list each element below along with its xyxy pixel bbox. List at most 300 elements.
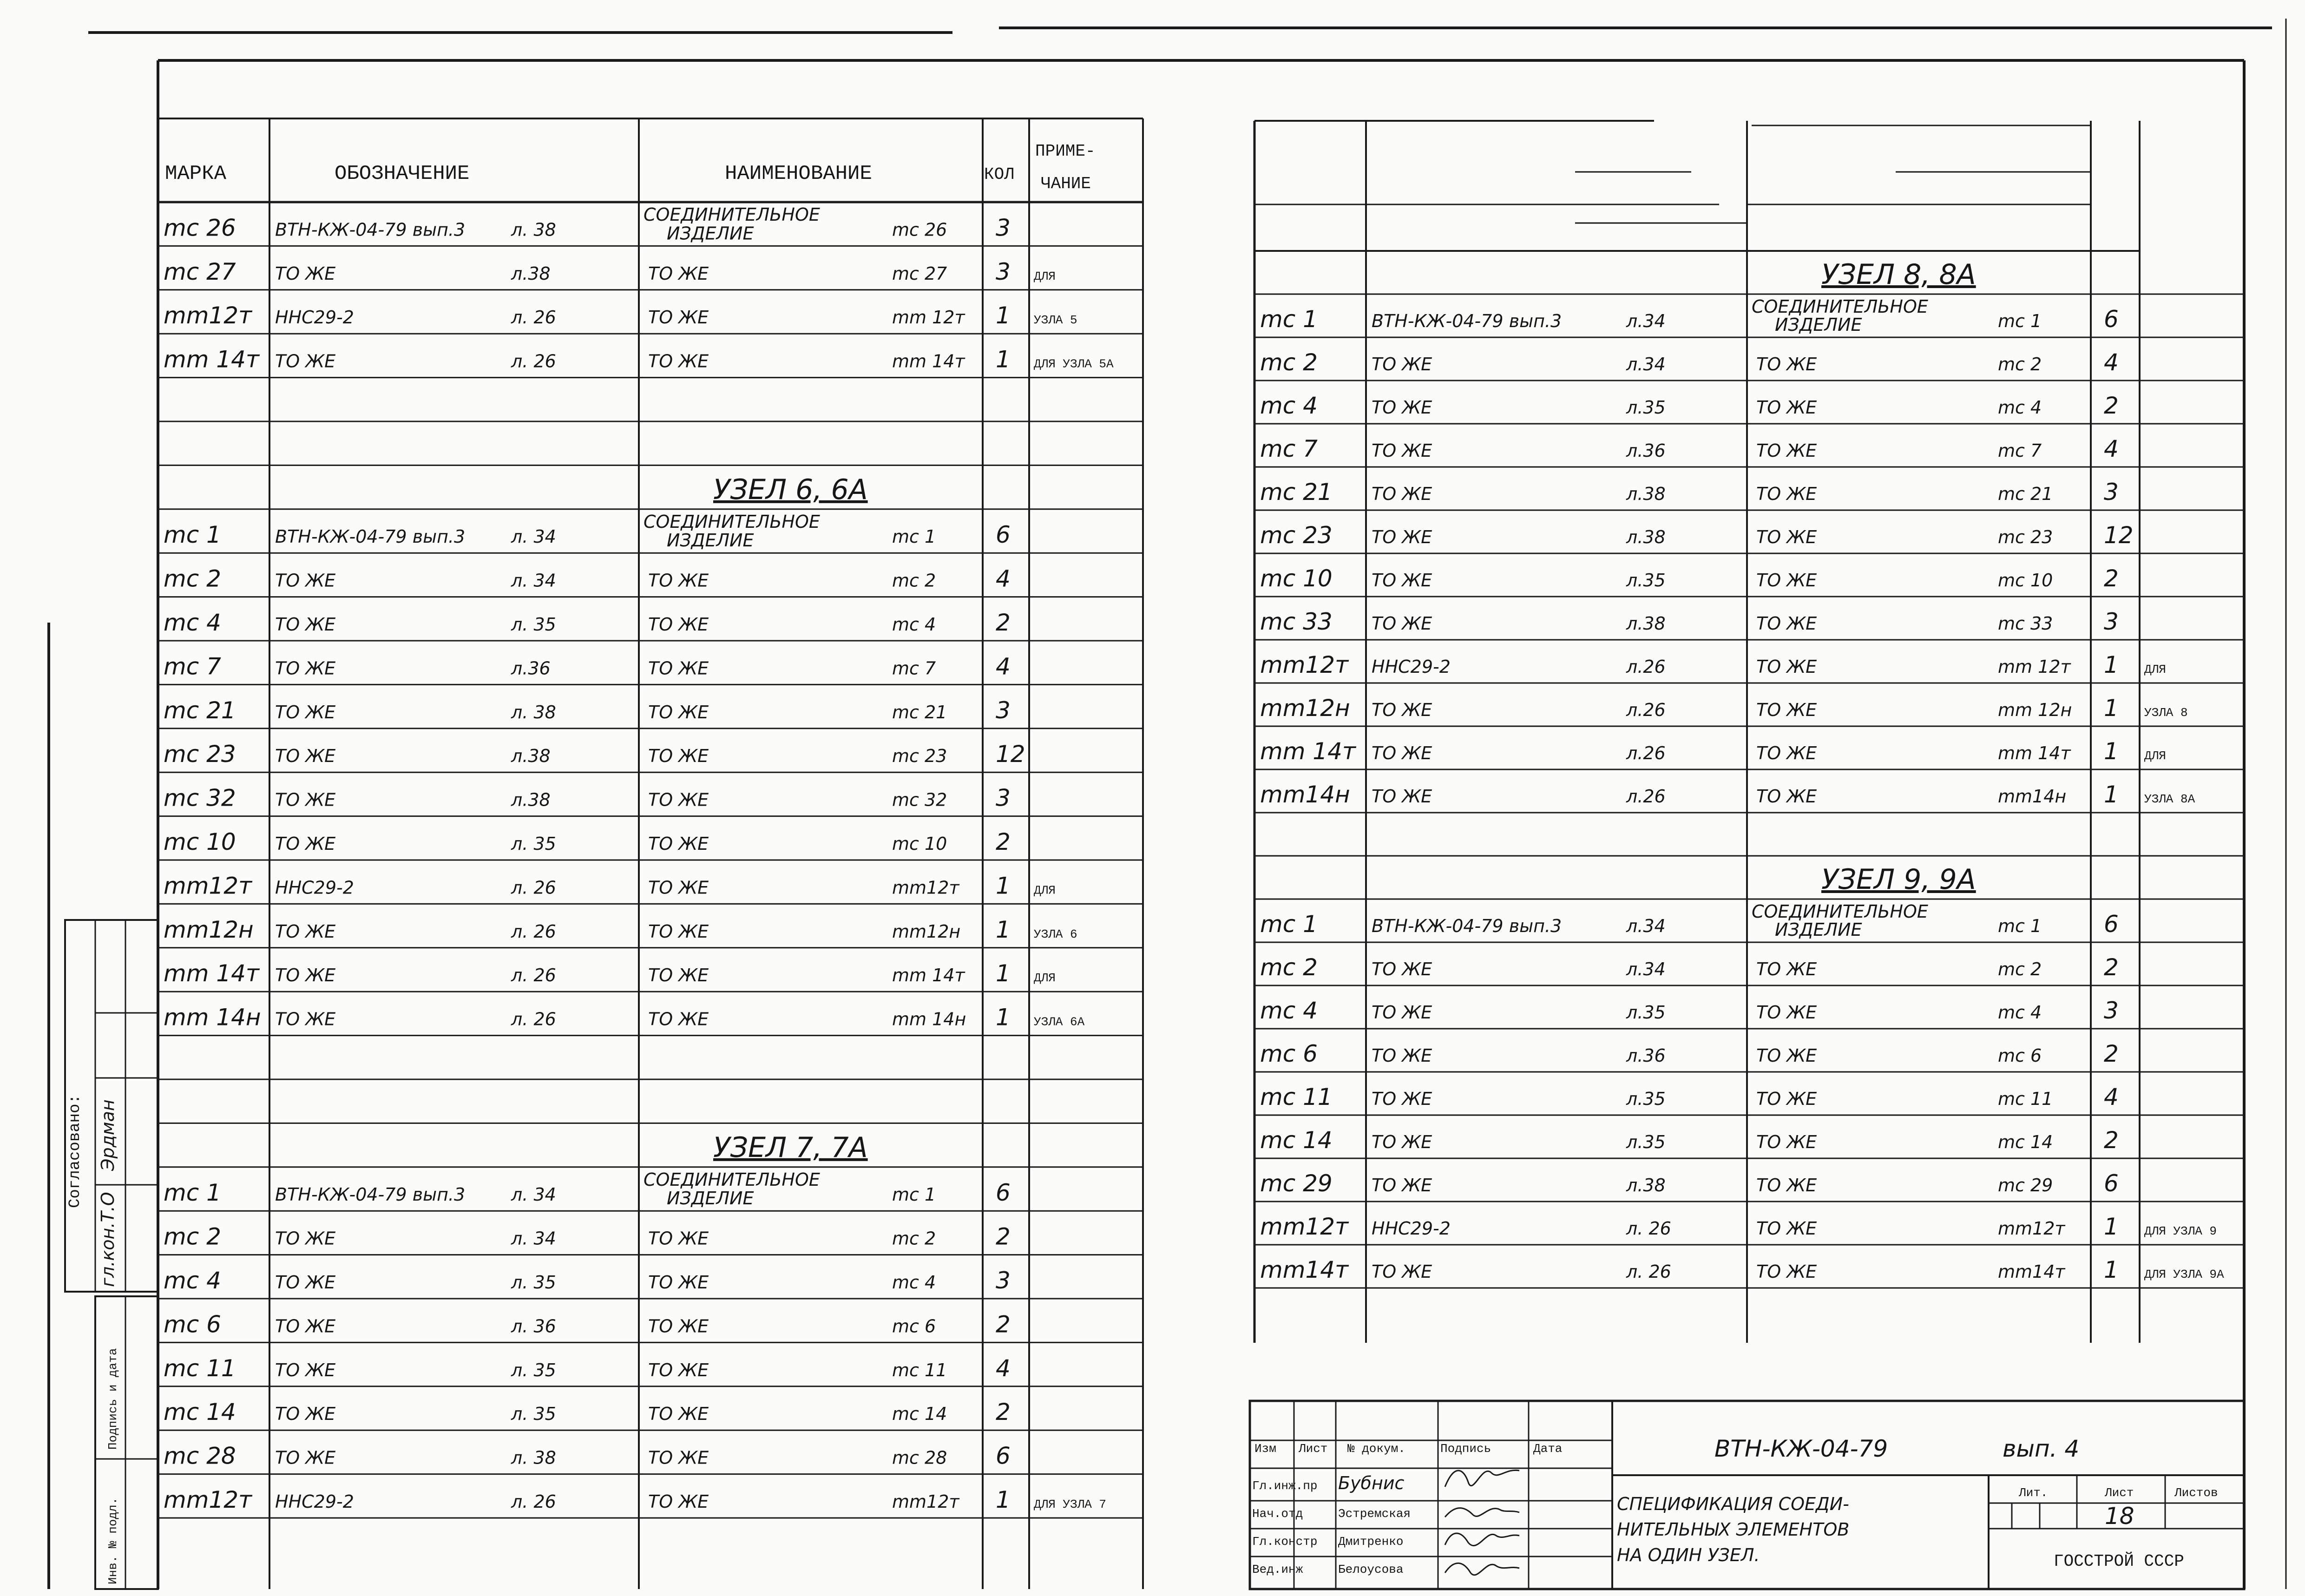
cell-qty: 12: [2104, 522, 2134, 549]
tb-col-sign: Подпись: [1440, 1442, 1491, 1456]
cell-mark: mc 10: [164, 828, 236, 855]
cell-name-mark: mc 7: [1998, 440, 2042, 461]
cell-name-2: ИЗДЕЛИЕ: [1775, 315, 1862, 335]
table-row: [158, 258, 1143, 290]
cell-sheet: л. 26: [511, 965, 556, 986]
header-designation: ОБОЗНАЧЕНИЕ: [335, 162, 470, 185]
cell-sheet: л.35: [1626, 397, 1666, 418]
stamp-inv: Инв. № подл.: [106, 1497, 120, 1584]
table-row: [1254, 392, 2244, 424]
cell-sheet: л.38: [511, 746, 551, 767]
cell-name: ТО ЖЕ: [1756, 397, 1817, 418]
tb-doc-code: ВТН-КЖ-04-79: [1714, 1435, 1888, 1462]
table-row: [158, 785, 1143, 816]
cell-name-mark: mm 14т: [892, 351, 965, 372]
cell-designation: ТО ЖЕ: [1372, 1175, 1432, 1195]
cell-note: ДЛЯ УЗЛА 5А: [1034, 357, 1114, 371]
tb-col-doc: № докум.: [1347, 1442, 1405, 1456]
cell-name-mark: mm14н: [1998, 786, 2067, 807]
cell-sheet: л.38: [1626, 1175, 1666, 1195]
cell-name-mark: mc 32: [892, 789, 947, 810]
cell-sheet: л. 26: [511, 351, 556, 372]
cell-designation: ТО ЖЕ: [1372, 354, 1432, 374]
cell-qty: 3: [996, 784, 1011, 812]
cell-name: ТО ЖЕ: [648, 1491, 709, 1512]
cell-name-mark: mc 21: [1998, 484, 2053, 504]
cell-name-mark: mc 11: [892, 1360, 947, 1380]
tb-role-3: Гл.констр: [1252, 1535, 1318, 1549]
cell-note: ДЛЯ УЗЛА 9А: [2144, 1268, 2224, 1281]
cell-designation: ВТН-КЖ-04-79 вып.3: [1372, 311, 1562, 331]
node-title: УЗЕЛ 9, 9А: [1821, 863, 1976, 896]
tb-sheet-no: 18: [2105, 1503, 2134, 1530]
cell-name-mark: mc 10: [892, 834, 947, 854]
table-row: [158, 828, 1143, 860]
cell-mark: mc 29: [1260, 1170, 1333, 1197]
cell-mark: mm 14т: [164, 960, 260, 987]
cell-designation: ТО ЖЕ: [275, 1228, 336, 1249]
tb-issue: вып. 4: [2003, 1435, 2080, 1462]
tb-col-izm: Изм: [1254, 1442, 1276, 1456]
cell-mark: mc 7: [1260, 435, 1318, 462]
cell-sheet: л.35: [1626, 1132, 1666, 1152]
table-row: [158, 653, 1143, 684]
cell-mark: mc 4: [164, 1267, 221, 1294]
cell-note: УЗЛА 8: [2144, 706, 2188, 720]
cell-qty: 1: [996, 1004, 1011, 1031]
stamp-sign-date: Подпись и дата: [106, 1348, 120, 1450]
table-row: [1254, 1040, 2244, 1072]
cell-qty: 6: [996, 1442, 1011, 1470]
cell-name-mark: mc 1: [892, 1184, 936, 1205]
cell-qty: 1: [996, 872, 1011, 900]
cell-name: ТО ЖЕ: [1756, 1045, 1817, 1066]
cell-designation: ННС29-2: [275, 1491, 354, 1512]
cell-name-mark: mc 4: [1998, 1002, 2042, 1023]
cell-name-mark: mc 1: [892, 526, 936, 547]
cell-name: ТО ЖЕ: [648, 746, 709, 767]
cell-sheet: л.35: [1626, 570, 1666, 591]
tb-role-2: Нач.отд: [1252, 1507, 1303, 1521]
table-row: [1254, 901, 2244, 942]
cell-name: ТО ЖЕ: [648, 658, 709, 679]
cell-sheet: л.38: [1626, 527, 1666, 547]
cell-designation: ВТН-КЖ-04-79 вып.3: [275, 219, 466, 240]
cell-qty: 1: [996, 302, 1011, 329]
table-row: [1254, 863, 2244, 899]
cell-sheet: л. 36: [511, 1316, 556, 1337]
cell-qty: 3: [2104, 608, 2119, 635]
cell-qty: 1: [2104, 651, 2119, 678]
cell-designation: ТО ЖЕ: [275, 746, 336, 767]
cell-designation: ТО ЖЕ: [1372, 613, 1432, 634]
cell-sheet: л.26: [1626, 657, 1666, 677]
cell-qty: 3: [996, 1267, 1011, 1294]
cell-name: СОЕДИНИТЕЛЬНОЕ: [1752, 901, 1928, 922]
cell-name: ТО ЖЕ: [1756, 527, 1817, 547]
cell-mark: mc 28: [164, 1442, 236, 1470]
cell-sheet: л.34: [1626, 354, 1666, 374]
cell-qty: 4: [996, 653, 1011, 680]
cell-qty: 2: [2104, 1127, 2119, 1154]
table-row: [1254, 258, 2244, 294]
table-row: [158, 916, 1143, 948]
signature-4: [1445, 1563, 1519, 1575]
title-block: [1250, 1401, 2244, 1589]
cell-name-mark: mm 12т: [892, 307, 965, 328]
table-row: [1254, 738, 2244, 769]
cell-mark: mc 26: [164, 214, 236, 242]
cell-qty: 3: [2104, 479, 2119, 506]
cell-name: ТО ЖЕ: [1756, 743, 1817, 763]
cell-qty: 1: [2104, 781, 2119, 808]
cell-note: ДЛЯ: [1034, 883, 1056, 898]
cell-name: ТО ЖЕ: [1756, 1175, 1817, 1195]
cell-name: ТО ЖЕ: [648, 834, 709, 854]
cell-mark: mc 2: [1260, 349, 1318, 376]
table-row: [158, 1267, 1143, 1299]
table-row: [1254, 695, 2244, 726]
cell-designation: ТО ЖЕ: [275, 921, 336, 942]
cell-qty: 1: [996, 1486, 1011, 1513]
cell-designation: ВТН-КЖ-04-79 вып.3: [275, 526, 466, 547]
cell-name: ТО ЖЕ: [1756, 1261, 1817, 1282]
table-row: [158, 1131, 1143, 1167]
cell-sheet: л.26: [1626, 786, 1666, 807]
table-row: [1254, 608, 2244, 640]
cell-qty: 2: [996, 609, 1011, 636]
cell-name: ТО ЖЕ: [1756, 1132, 1817, 1152]
cell-note: УЗЛА 6: [1034, 927, 1077, 941]
cell-qty: 4: [996, 565, 1011, 592]
cell-sheet: л.35: [1626, 1002, 1666, 1023]
cell-name: ТО ЖЕ: [1756, 484, 1817, 504]
table-row: [158, 872, 1143, 904]
cell-qty: 3: [2104, 997, 2119, 1024]
cell-sheet: л. 34: [511, 1184, 556, 1205]
tb-sheet-label: Лист: [2105, 1486, 2134, 1500]
table-row: [1254, 781, 2244, 813]
cell-name: ТО ЖЕ: [648, 1404, 709, 1425]
cell-mark: mc 32: [164, 784, 236, 812]
tb-sheets-label: Листов: [2174, 1486, 2218, 1500]
cell-name-mark: mc 23: [1998, 527, 2053, 547]
table-row: [1254, 565, 2244, 597]
cell-mark: mm14н: [1260, 781, 1350, 808]
cell-mark: mc 1: [1260, 306, 1318, 333]
cell-designation: ННС29-2: [275, 877, 354, 898]
cell-designation: ТО ЖЕ: [275, 1316, 336, 1337]
cell-sheet: л. 26: [511, 1491, 556, 1512]
cell-designation: ТО ЖЕ: [1372, 397, 1432, 418]
cell-name-mark: mm 14т: [892, 965, 965, 986]
table-row: [1254, 651, 2244, 683]
cell-name: ТО ЖЕ: [648, 263, 709, 284]
table-row: [158, 204, 1143, 246]
right-spec-table: [1254, 121, 2244, 1343]
cell-sheet: л. 38: [511, 702, 556, 722]
cell-name-mark: mc 4: [892, 614, 936, 635]
tb-org: ГОССТРОЙ СССР: [2054, 1552, 2184, 1571]
cell-designation: ТО ЖЕ: [275, 834, 336, 854]
table-row: [158, 960, 1143, 992]
cell-name: ТО ЖЕ: [1756, 440, 1817, 461]
table-row: [1254, 1084, 2244, 1115]
cell-designation: ННС29-2: [275, 307, 354, 328]
cell-note: ДЛЯ: [2144, 749, 2166, 763]
cell-qty: 3: [996, 258, 1011, 285]
table-row: [158, 1169, 1143, 1211]
cell-mark: mc 33: [1260, 608, 1333, 635]
table-row: [1254, 296, 2244, 337]
cell-name-mark: mc 23: [892, 746, 947, 767]
cell-mark: mc 7: [164, 653, 221, 680]
cell-qty: 2: [996, 1223, 1011, 1250]
cell-name-2: ИЗДЕЛИЕ: [1775, 920, 1862, 940]
cell-mark: mc 4: [1260, 997, 1318, 1024]
cell-name: ТО ЖЕ: [1756, 570, 1817, 591]
cell-mark: mc 6: [164, 1311, 221, 1338]
table-row: [158, 1004, 1143, 1036]
signature-2: [1445, 1508, 1519, 1517]
table-row: [1254, 954, 2244, 985]
cell-sheet: л.36: [511, 658, 551, 679]
cell-name-mark: mm12т: [892, 1491, 959, 1512]
cell-name: ТО ЖЕ: [648, 307, 709, 328]
cell-name: ТО ЖЕ: [648, 614, 709, 635]
table-row: [158, 609, 1143, 641]
cell-sheet: л. 26: [1626, 1218, 1671, 1239]
tb-person-1: Бубнис: [1338, 1473, 1405, 1493]
cell-name-mark: mm 12н: [1998, 700, 2072, 720]
cell-name-mark: mc 2: [892, 1228, 936, 1249]
cell-name: ТО ЖЕ: [1756, 657, 1817, 677]
cell-sheet: л. 35: [511, 1272, 556, 1293]
cell-designation: ТО ЖЕ: [275, 1009, 336, 1030]
cell-mark: mm12н: [1260, 695, 1350, 722]
cell-note: ДЛЯ УЗЛА 9: [2144, 1224, 2217, 1238]
cell-qty: 2: [2104, 954, 2119, 981]
cell-name-2: ИЗДЕЛИЕ: [667, 530, 754, 551]
table-row: [158, 1223, 1143, 1255]
cell-mark: mm 14т: [164, 346, 260, 373]
table-row: [158, 346, 1143, 378]
tb-title-3: НА ОДИН УЗЕЛ.: [1617, 1545, 1760, 1565]
cell-mark: mc 14: [1260, 1127, 1333, 1154]
cell-name-mark: mc 1: [1998, 311, 2042, 331]
cell-name-mark: mc 29: [1998, 1175, 2053, 1195]
cell-sheet: л.38: [511, 789, 551, 810]
left-rows: [158, 204, 1143, 1518]
cell-sheet: л.38: [1626, 613, 1666, 634]
cell-note: УЗЛА 8А: [2144, 792, 2195, 806]
table-row: [158, 565, 1143, 597]
cell-qty: 12: [996, 741, 1025, 768]
cell-qty: 1: [996, 916, 1011, 943]
cell-sheet: л. 26: [511, 307, 556, 328]
cell-mark: mm12н: [164, 916, 254, 943]
tb-role-1: Гл.инж.пр: [1252, 1479, 1318, 1493]
cell-designation: ТО ЖЕ: [1372, 743, 1432, 763]
cell-name: ТО ЖЕ: [648, 1009, 709, 1030]
cell-designation: ТО ЖЕ: [1372, 700, 1432, 720]
tb-col-list: Лист: [1299, 1442, 1328, 1456]
cell-name-mark: mm12н: [892, 921, 961, 942]
table-row: [158, 1311, 1143, 1342]
cell-qty: 3: [996, 214, 1011, 242]
cell-qty: 1: [996, 960, 1011, 987]
cell-name-2: ИЗДЕЛИЕ: [667, 223, 754, 244]
cell-qty: 1: [996, 346, 1011, 373]
cell-name: ТО ЖЕ: [1756, 613, 1817, 634]
cell-name-mark: mm12т: [892, 877, 959, 898]
cell-name: СОЕДИНИТЕЛЬНОЕ: [644, 511, 820, 532]
table-row: [1254, 1127, 2244, 1158]
cell-sheet: л.26: [1626, 743, 1666, 763]
cell-name: ТО ЖЕ: [648, 570, 709, 591]
cell-mark: mc 21: [164, 696, 236, 724]
cell-qty: 2: [2104, 392, 2119, 419]
cell-mark: mc 4: [164, 609, 221, 636]
stamp-name-1: Эрдман: [98, 1099, 118, 1171]
cell-qty: 1: [2104, 1256, 2119, 1283]
table-row: [1254, 435, 2244, 467]
cell-name-mark: mc 14: [892, 1404, 947, 1425]
cell-designation: ВТН-КЖ-04-79 вып.3: [275, 1184, 466, 1205]
cell-sheet: л.36: [1626, 440, 1666, 461]
cell-mark: mm14т: [1260, 1256, 1349, 1283]
cell-mark: mc 11: [164, 1354, 236, 1382]
cell-name: ТО ЖЕ: [1756, 700, 1817, 720]
cell-name: ТО ЖЕ: [1756, 1089, 1817, 1109]
cell-name-mark: mc 21: [892, 702, 947, 722]
cell-designation: ТО ЖЕ: [275, 658, 336, 679]
cell-mark: mm 14т: [1260, 738, 1356, 765]
tb-title-1: СПЕЦИФИКАЦИЯ СОЕДИ-: [1617, 1494, 1849, 1514]
cell-designation: ТО ЖЕ: [1372, 1089, 1432, 1109]
signature-1: [1445, 1470, 1519, 1487]
cell-designation: ТО ЖЕ: [1372, 440, 1432, 461]
cell-sheet: л. 35: [511, 834, 556, 854]
tb-title-2: НИТЕЛЬНЫХ ЭЛЕМЕНТОВ: [1617, 1519, 1850, 1540]
cell-qty: 2: [996, 828, 1011, 855]
cell-sheet: л.38: [511, 263, 551, 284]
stamp-name-2: гл.кон.Т.О: [98, 1192, 118, 1287]
table-row: [158, 697, 1143, 729]
cell-name-mark: mm12т: [1998, 1218, 2065, 1239]
cell-name: СОЕДИНИТЕЛЬНОЕ: [644, 1169, 820, 1190]
cell-name-mark: mm 14т: [1998, 743, 2071, 763]
cell-sheet: л. 35: [511, 1360, 556, 1380]
cell-mark: mc 23: [164, 741, 236, 768]
cell-qty: 4: [2104, 435, 2119, 462]
cell-designation: ТО ЖЕ: [275, 263, 336, 284]
cell-sheet: л.34: [1626, 916, 1666, 936]
cell-qty: 6: [2104, 911, 2119, 938]
cell-note: ДЛЯ УЗЛА 7: [1034, 1497, 1107, 1511]
cell-name-mark: mc 7: [892, 658, 936, 679]
cell-designation: ТО ЖЕ: [275, 1447, 336, 1468]
cell-note: ДЛЯ: [1034, 971, 1056, 985]
cell-qty: 4: [996, 1354, 1011, 1382]
cell-mark: mc 1: [1260, 911, 1318, 938]
cell-sheet: л.34: [1626, 311, 1666, 331]
cell-name-mark: mc 6: [1998, 1045, 2042, 1066]
cell-sheet: л. 34: [511, 1228, 556, 1249]
table-row: [1254, 1213, 2244, 1245]
cell-mark: mc 21: [1260, 479, 1333, 506]
cell-mark: mm12т: [164, 1486, 252, 1513]
cell-designation: ТО ЖЕ: [1372, 1261, 1432, 1282]
tb-person-2: Эстремская: [1338, 1507, 1411, 1521]
cell-name-mark: mc 4: [892, 1272, 936, 1293]
cell-qty: 6: [996, 1179, 1011, 1207]
tb-role-4: Вед.инж: [1252, 1563, 1303, 1576]
cell-designation: ТО ЖЕ: [275, 1272, 336, 1293]
cell-designation: ТО ЖЕ: [275, 614, 336, 635]
tb-person-4: Белоусова: [1338, 1563, 1404, 1576]
cell-name-mark: mc 2: [892, 570, 936, 591]
cell-mark: mc 14: [164, 1399, 236, 1426]
cell-name-mark: mc 6: [892, 1316, 936, 1337]
cell-name: ТО ЖЕ: [648, 1272, 709, 1293]
cell-mark: mc 1: [164, 1179, 221, 1207]
cell-designation: ТО ЖЕ: [1372, 1002, 1432, 1023]
cell-mark: mc 2: [164, 1223, 221, 1250]
cell-name: ТО ЖЕ: [648, 877, 709, 898]
cell-name: ТО ЖЕ: [648, 965, 709, 986]
cell-mark: mc 1: [164, 521, 221, 549]
table-row: [1254, 1170, 2244, 1202]
cell-sheet: л.26: [1626, 700, 1666, 720]
cell-name-mark: mc 2: [1998, 959, 2042, 979]
header-qty: КОЛ: [984, 165, 1014, 184]
cell-name-mark: mc 14: [1998, 1132, 2053, 1152]
cell-sheet: л.34: [1626, 959, 1666, 979]
table-row: [1254, 479, 2244, 510]
cell-designation: ТО ЖЕ: [1372, 527, 1432, 547]
cell-name: ТО ЖЕ: [1756, 354, 1817, 374]
cell-name: ТО ЖЕ: [1756, 959, 1817, 979]
cell-designation: ТО ЖЕ: [1372, 959, 1432, 979]
cell-mark: mc 10: [1260, 565, 1333, 592]
cell-designation: ННС29-2: [1372, 1218, 1451, 1239]
cell-name: ТО ЖЕ: [648, 1316, 709, 1337]
table-row: [1254, 522, 2244, 553]
cell-mark: mc 2: [1260, 954, 1318, 981]
table-row: [1254, 997, 2244, 1029]
cell-sheet: л. 35: [511, 614, 556, 635]
header-note-1: ПРИМЕ-: [1035, 142, 1096, 161]
cell-designation: ТО ЖЕ: [275, 1404, 336, 1425]
cell-name: ТО ЖЕ: [1756, 1218, 1817, 1239]
cell-name: ТО ЖЕ: [648, 702, 709, 722]
cell-mark: mm12т: [1260, 651, 1349, 678]
cell-mark: mc 6: [1260, 1040, 1318, 1067]
cell-name-mark: mc 33: [1998, 613, 2053, 634]
table-row: [158, 741, 1143, 772]
cell-mark: mc 23: [1260, 522, 1333, 549]
header-name: НАИМЕНОВАНИЕ: [725, 162, 872, 185]
cell-name: СОЕДИНИТЕЛЬНОЕ: [644, 204, 820, 225]
cell-name-mark: mc 27: [892, 263, 947, 284]
cell-name-mark: mm 12т: [1998, 657, 2071, 677]
cell-name: ТО ЖЕ: [648, 921, 709, 942]
cell-qty: 2: [2104, 565, 2119, 592]
cell-sheet: л.35: [1626, 1089, 1666, 1109]
cell-name: ТО ЖЕ: [648, 1228, 709, 1249]
cell-name-2: ИЗДЕЛИЕ: [667, 1188, 754, 1209]
